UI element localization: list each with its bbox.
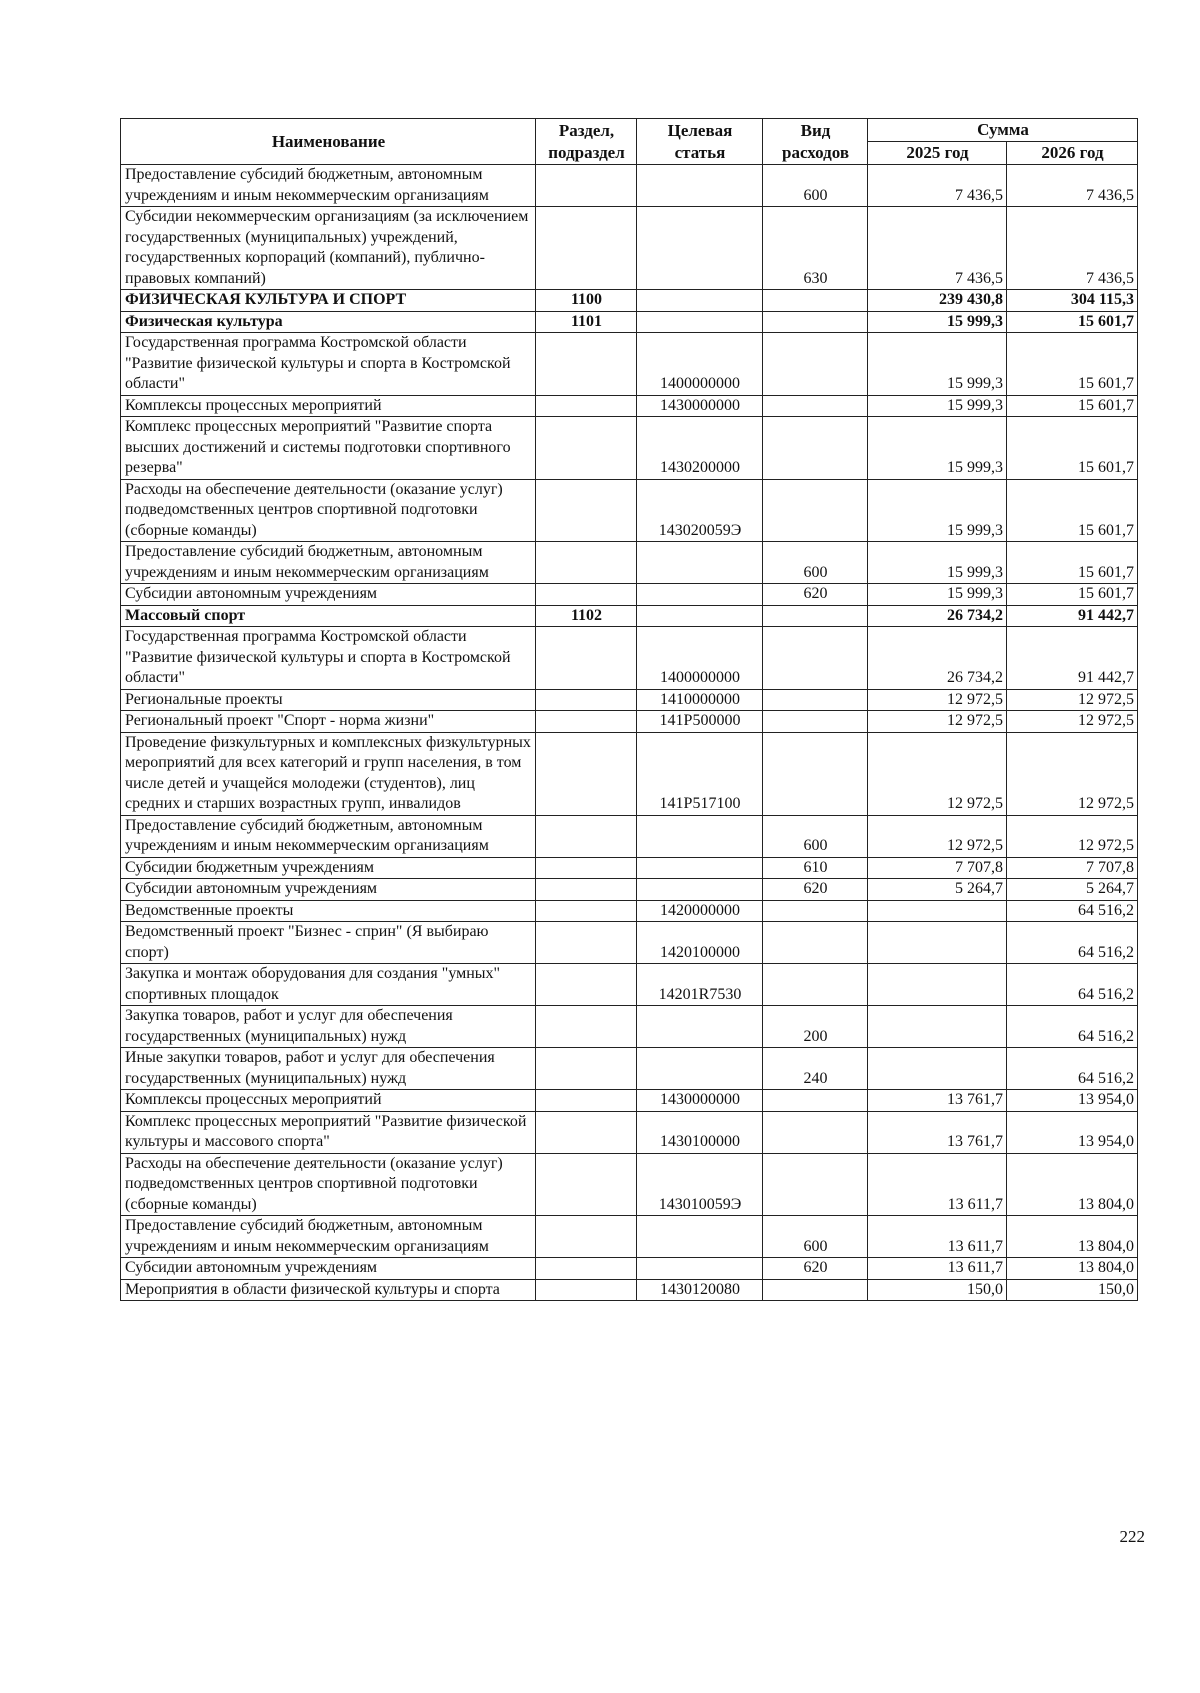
row-name: Предоставление субсидий бюджетным, автономным учреждениям и иным некоммерческим организациям — [121, 165, 536, 207]
row-name: Субсидии автономным учреждениям — [121, 1258, 536, 1280]
row-statya — [637, 1048, 763, 1090]
row-vid — [763, 1153, 868, 1216]
table-row — [121, 395, 1138, 417]
row-sum-2026: 12 972,5 — [1007, 815, 1138, 857]
row-sum-2025: 26 734,2 — [868, 605, 1007, 627]
row-name: Комплексы процессных мероприятий — [121, 395, 536, 417]
row-sum-2026: 7 436,5 — [1007, 207, 1138, 290]
table-row — [121, 1153, 1138, 1216]
table-row — [121, 857, 1138, 879]
row-razdel — [536, 542, 637, 584]
row-razdel — [536, 922, 637, 964]
row-statya — [637, 879, 763, 901]
row-name: Комплекс процессных мероприятий "Развитие спорта высших достижений и системы подготовки спортивного резерва" — [121, 417, 536, 480]
row-name: Ведомственные проекты — [121, 900, 536, 922]
row-sum-2025: 26 734,2 — [868, 627, 1007, 690]
table-row — [121, 542, 1138, 584]
row-sum-2025: 13 761,7 — [868, 1111, 1007, 1153]
table-row — [121, 584, 1138, 606]
table-row — [121, 479, 1138, 542]
row-sum-2026: 5 264,7 — [1007, 879, 1138, 901]
row-sum-2026: 12 972,5 — [1007, 711, 1138, 733]
row-vid — [763, 479, 868, 542]
row-vid: 620 — [763, 879, 868, 901]
row-razdel: 1101 — [536, 311, 637, 333]
table-row — [121, 711, 1138, 733]
row-sum-2025: 15 999,3 — [868, 417, 1007, 480]
row-sum-2025: 5 264,7 — [868, 879, 1007, 901]
row-sum-2026: 64 516,2 — [1007, 900, 1138, 922]
row-sum-2025: 15 999,3 — [868, 333, 1007, 396]
row-vid: 610 — [763, 857, 868, 879]
row-name: Массовый спорт — [121, 605, 536, 627]
row-name: Субсидии некоммерческим организациям (за исключением государственных (муниципальных) учреждений, государственных корпораций (компаний), публично-правовых компаний) — [121, 207, 536, 290]
table-row — [121, 964, 1138, 1006]
row-statya — [637, 1258, 763, 1280]
row-sum-2026: 15 601,7 — [1007, 584, 1138, 606]
row-razdel — [536, 417, 637, 480]
table-row — [121, 922, 1138, 964]
row-sum-2026: 15 601,7 — [1007, 542, 1138, 584]
row-statya: 143020059Э — [637, 479, 763, 542]
table-row — [121, 1090, 1138, 1112]
row-sum-2026: 13 804,0 — [1007, 1153, 1138, 1216]
row-sum-2026: 13 804,0 — [1007, 1216, 1138, 1258]
row-name: Иные закупки товаров, работ и услуг для обеспечения государственных (муниципальных) нужд — [121, 1048, 536, 1090]
table-row — [121, 900, 1138, 922]
row-sum-2026: 15 601,7 — [1007, 395, 1138, 417]
row-statya: 1430000000 — [637, 1090, 763, 1112]
row-statya: 1400000000 — [637, 333, 763, 396]
row-name: Региональные проекты — [121, 689, 536, 711]
row-sum-2025: 15 999,3 — [868, 311, 1007, 333]
row-statya: 1430000000 — [637, 395, 763, 417]
row-razdel — [536, 711, 637, 733]
header-year-2025: 2025 год — [868, 142, 1007, 165]
row-vid — [763, 333, 868, 396]
row-vid — [763, 922, 868, 964]
row-sum-2026: 7 436,5 — [1007, 165, 1138, 207]
table-row — [121, 290, 1138, 312]
row-sum-2025: 13 761,7 — [868, 1090, 1007, 1112]
row-sum-2026: 64 516,2 — [1007, 922, 1138, 964]
row-name: Комплексы процессных мероприятий — [121, 1090, 536, 1112]
row-sum-2025: 7 436,5 — [868, 207, 1007, 290]
row-sum-2025: 7 436,5 — [868, 165, 1007, 207]
row-vid: 600 — [763, 542, 868, 584]
row-sum-2025: 15 999,3 — [868, 479, 1007, 542]
table-row — [121, 1258, 1138, 1280]
row-name: Региональный проект "Спорт - норма жизни" — [121, 711, 536, 733]
row-vid — [763, 900, 868, 922]
table-row — [121, 1279, 1138, 1301]
table-row — [121, 311, 1138, 333]
row-name: Предоставление субсидий бюджетным, автономным учреждениям и иным некоммерческим организациям — [121, 1216, 536, 1258]
row-razdel: 1102 — [536, 605, 637, 627]
row-statya: 143010059Э — [637, 1153, 763, 1216]
row-name: Расходы на обеспечение деятельности (оказание услуг) подведомственных центров спортивной подготовки (сборные команды) — [121, 479, 536, 542]
row-statya: 1410000000 — [637, 689, 763, 711]
row-name: Субсидии бюджетным учреждениям — [121, 857, 536, 879]
row-razdel — [536, 900, 637, 922]
row-name: Предоставление субсидий бюджетным, автономным учреждениям и иным некоммерческим организациям — [121, 815, 536, 857]
table-row — [121, 815, 1138, 857]
table-header — [121, 119, 1138, 165]
row-name: Мероприятия в области физической культуры и спорта — [121, 1279, 536, 1301]
header-summa: Сумма — [868, 119, 1138, 142]
row-vid: 600 — [763, 165, 868, 207]
row-sum-2026: 13 804,0 — [1007, 1258, 1138, 1280]
row-sum-2026: 91 442,7 — [1007, 627, 1138, 690]
row-vid — [763, 711, 868, 733]
row-razdel — [536, 627, 637, 690]
row-razdel — [536, 1153, 637, 1216]
row-statya: 141P500000 — [637, 711, 763, 733]
row-vid — [763, 1090, 868, 1112]
row-razdel — [536, 584, 637, 606]
row-razdel — [536, 964, 637, 1006]
row-sum-2026: 304 115,3 — [1007, 290, 1138, 312]
row-sum-2025 — [868, 1006, 1007, 1048]
row-statya: 1430120080 — [637, 1279, 763, 1301]
table-row — [121, 1048, 1138, 1090]
row-vid — [763, 1279, 868, 1301]
row-sum-2026: 15 601,7 — [1007, 479, 1138, 542]
row-vid: 600 — [763, 1216, 868, 1258]
row-name: Субсидии автономным учреждениям — [121, 879, 536, 901]
row-razdel — [536, 165, 637, 207]
row-razdel — [536, 395, 637, 417]
row-sum-2026: 7 707,8 — [1007, 857, 1138, 879]
row-razdel — [536, 1048, 637, 1090]
row-vid — [763, 1111, 868, 1153]
row-sum-2025: 15 999,3 — [868, 584, 1007, 606]
row-razdel — [536, 1258, 637, 1280]
row-vid — [763, 689, 868, 711]
row-vid: 200 — [763, 1006, 868, 1048]
row-sum-2026: 13 954,0 — [1007, 1090, 1138, 1112]
row-sum-2025: 12 972,5 — [868, 815, 1007, 857]
row-sum-2026: 15 601,7 — [1007, 311, 1138, 333]
row-statya — [637, 290, 763, 312]
row-sum-2025 — [868, 964, 1007, 1006]
row-vid: 600 — [763, 815, 868, 857]
row-statya — [637, 584, 763, 606]
row-sum-2026: 15 601,7 — [1007, 417, 1138, 480]
row-sum-2025: 12 972,5 — [868, 711, 1007, 733]
row-razdel — [536, 879, 637, 901]
row-sum-2025 — [868, 1048, 1007, 1090]
row-sum-2026: 64 516,2 — [1007, 1006, 1138, 1048]
row-statya — [637, 542, 763, 584]
row-razdel: 1100 — [536, 290, 637, 312]
row-sum-2025: 15 999,3 — [868, 542, 1007, 584]
row-statya — [637, 1006, 763, 1048]
row-statya: 1420100000 — [637, 922, 763, 964]
header-vid: Вид расходов — [763, 119, 868, 165]
row-statya — [637, 857, 763, 879]
row-sum-2026: 150,0 — [1007, 1279, 1138, 1301]
header-statya: Целевая статья — [637, 119, 763, 165]
row-vid — [763, 417, 868, 480]
row-vid: 620 — [763, 1258, 868, 1280]
row-vid: 240 — [763, 1048, 868, 1090]
row-statya — [637, 815, 763, 857]
row-razdel — [536, 815, 637, 857]
table-row — [121, 333, 1138, 396]
row-name: Государственная программа Костромской области "Развитие физической культуры и спорта в Костромской области" — [121, 627, 536, 690]
table-row — [121, 1111, 1138, 1153]
header-razdel: Раздел, подраздел — [536, 119, 637, 165]
row-sum-2026: 64 516,2 — [1007, 1048, 1138, 1090]
row-razdel — [536, 479, 637, 542]
row-razdel — [536, 689, 637, 711]
row-razdel — [536, 333, 637, 396]
row-vid — [763, 395, 868, 417]
row-sum-2025: 13 611,7 — [868, 1258, 1007, 1280]
table-row — [121, 417, 1138, 480]
row-name: ФИЗИЧЕСКАЯ КУЛЬТУРА И СПОРТ — [121, 290, 536, 312]
row-sum-2025 — [868, 922, 1007, 964]
header-name: Наименование — [121, 119, 536, 165]
row-name: Закупка товаров, работ и услуг для обеспечения государственных (муниципальных) нужд — [121, 1006, 536, 1048]
row-sum-2025: 7 707,8 — [868, 857, 1007, 879]
row-vid — [763, 290, 868, 312]
row-razdel — [536, 1111, 637, 1153]
table-row — [121, 627, 1138, 690]
row-sum-2025 — [868, 900, 1007, 922]
header-year-2026: 2026 год — [1007, 142, 1138, 165]
row-sum-2025: 12 972,5 — [868, 689, 1007, 711]
budget-table — [120, 118, 1138, 1301]
table-row — [121, 689, 1138, 711]
row-sum-2025: 13 611,7 — [868, 1216, 1007, 1258]
row-name: Субсидии автономным учреждениям — [121, 584, 536, 606]
row-statya: 1430200000 — [637, 417, 763, 480]
table-row — [121, 732, 1138, 815]
row-vid: 620 — [763, 584, 868, 606]
row-name: Ведомственный проект "Бизнес - сприн" (Я выбираю спорт) — [121, 922, 536, 964]
table-body — [121, 165, 1138, 1301]
table-row — [121, 165, 1138, 207]
row-razdel — [536, 857, 637, 879]
row-name: Предоставление субсидий бюджетным, автономным учреждениям и иным некоммерческим организациям — [121, 542, 536, 584]
row-statya — [637, 605, 763, 627]
row-sum-2026: 15 601,7 — [1007, 333, 1138, 396]
page-number: 222 — [1119, 1527, 1145, 1546]
row-statya: 1420000000 — [637, 900, 763, 922]
row-sum-2025: 239 430,8 — [868, 290, 1007, 312]
row-vid: 630 — [763, 207, 868, 290]
row-sum-2026: 13 954,0 — [1007, 1111, 1138, 1153]
row-name: Физическая культура — [121, 311, 536, 333]
table-row — [121, 1006, 1138, 1048]
row-sum-2025: 150,0 — [868, 1279, 1007, 1301]
table-row — [121, 879, 1138, 901]
row-statya — [637, 311, 763, 333]
row-sum-2026: 64 516,2 — [1007, 964, 1138, 1006]
row-sum-2026: 12 972,5 — [1007, 732, 1138, 815]
row-statya — [637, 1216, 763, 1258]
row-statya: 14201R7530 — [637, 964, 763, 1006]
row-vid — [763, 627, 868, 690]
row-vid — [763, 605, 868, 627]
row-statya: 1430100000 — [637, 1111, 763, 1153]
row-name: Комплекс процессных мероприятий "Развитие физической культуры и массового спорта" — [121, 1111, 536, 1153]
row-sum-2025: 12 972,5 — [868, 732, 1007, 815]
row-name: Закупка и монтаж оборудования для создания "умных" спортивных площадок — [121, 964, 536, 1006]
table-row — [121, 605, 1138, 627]
row-razdel — [536, 1006, 637, 1048]
table-row — [121, 207, 1138, 290]
row-sum-2025: 15 999,3 — [868, 395, 1007, 417]
row-razdel — [536, 1216, 637, 1258]
table-row — [121, 1216, 1138, 1258]
row-name: Проведение физкультурных и комплексных физкультурных мероприятий для всех категорий и групп населения, в том числе детей и учащейся молодежи (студентов), лиц средних и старших возрастных групп, инвалидов — [121, 732, 536, 815]
row-vid — [763, 964, 868, 1006]
row-statya — [637, 207, 763, 290]
row-razdel — [536, 1279, 637, 1301]
row-sum-2026: 12 972,5 — [1007, 689, 1138, 711]
row-vid — [763, 732, 868, 815]
row-statya: 141P517100 — [637, 732, 763, 815]
row-statya: 1400000000 — [637, 627, 763, 690]
row-vid — [763, 311, 868, 333]
row-sum-2026: 91 442,7 — [1007, 605, 1138, 627]
row-razdel — [536, 1090, 637, 1112]
row-razdel — [536, 207, 637, 290]
row-name: Государственная программа Костромской области "Развитие физической культуры и спорта в Костромской области" — [121, 333, 536, 396]
row-statya — [637, 165, 763, 207]
row-name: Расходы на обеспечение деятельности (оказание услуг) подведомственных центров спортивной подготовки (сборные команды) — [121, 1153, 536, 1216]
row-razdel — [536, 732, 637, 815]
row-sum-2025: 13 611,7 — [868, 1153, 1007, 1216]
